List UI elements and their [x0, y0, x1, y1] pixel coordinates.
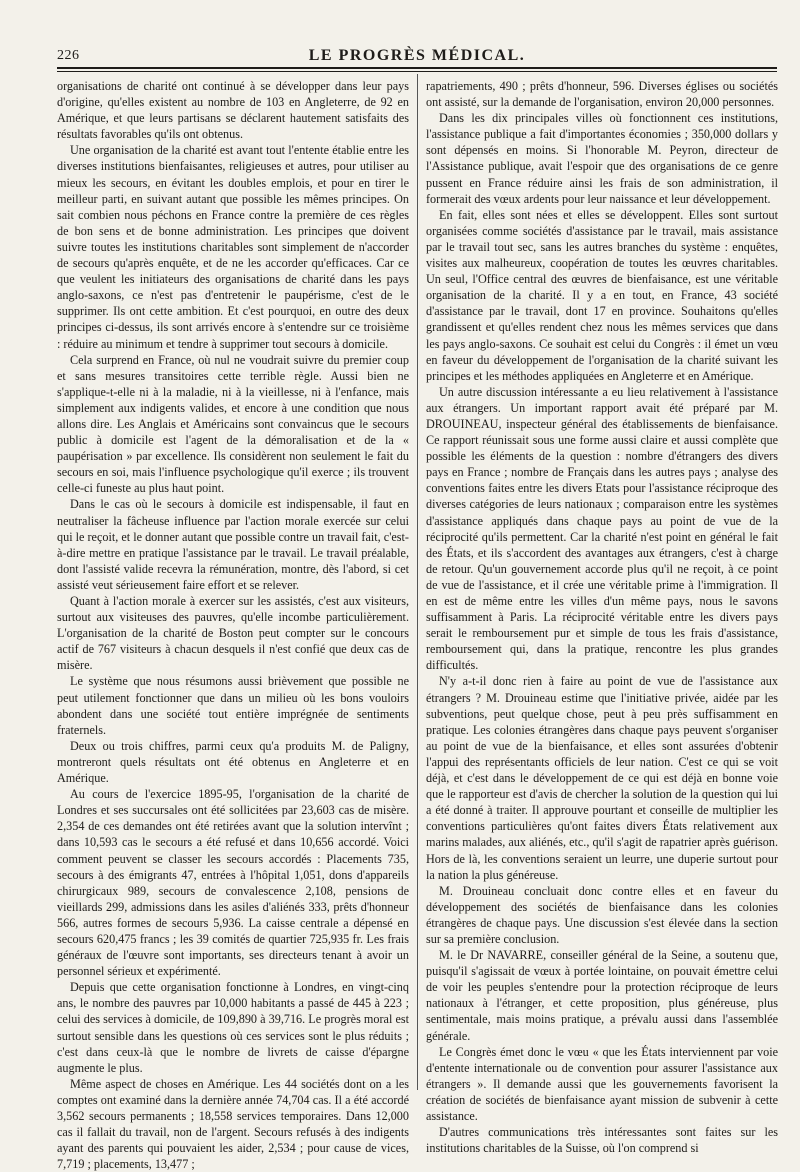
- paragraph: Quant à l'action morale à exercer sur les assistés, c'est aux visiteurs, surtout aux visiteuses des pauvres, qu'elle incombe particulièrement. L'organisation de la charité de Boston peut compter sur le concours actif de 767 visiteurs à chacun desquels il n'est confié que deux cas de misère.: [57, 594, 409, 673]
- paragraph: rapatriements, 490 ; prêts d'honneur, 596. Diverses églises ou sociétés ont assisté, sur la demande de l'organisation, environ 20,000 personnes.: [426, 79, 778, 110]
- column-divider: [417, 74, 418, 1090]
- left-column: [57, 78, 409, 1172]
- paragraph: Une organisation de la charité est avant tout l'entente établie entre les diverses institutions bienfaisantes, religieuses et autres, pour utiliser au mieux les secours, en évitant les doubles emplois, et pour en tirer le meilleur parti, en suivant autant que possible les mêmes principes. On sait combien nous péchons en France contre la première de ces règles de bon sens et de bonne administration. Les principes que doivent suivre toutes les institutions charitables sont simplement de n'accorder de secours qu'après enquête, et de ne les accorder qu'efficaces. Car ce que veulent les initiateurs des organisations de charité dans les pays anglo-saxons, ce n'est pas d'entretenir le paupérisme, c'est de le supprimer. Ils ont cette ambition. Et c'est pourquoi, en outre des deux principes ci-dessus, ils sont arrivés encore à s'entendre sur ce troisième : réduire au minimum et tendre à supprimer tout secours à domicile.: [57, 143, 409, 351]
- paragraph: organisations de charité ont continué à se développer dans leur pays d'origine, qu'elles existent au nombre de 103 en Angleterre, de 92 en Amérique, et que leurs partisans se déclarent hautement satisfaits des résultats favorables qu'ils ont obtenus.: [57, 79, 409, 142]
- paragraph: D'autres communications très intéressantes sont faites sur les institutions charitables de la Suisse, où l'on comprend si: [426, 1125, 778, 1156]
- paragraph: Un autre discussion intéressante a eu lieu relativement à l'assistance aux étrangers. Un important rapport avait été préparé par M. DROUINEAU, inspecteur général des établissements de bienfaisance. Ce rapport réunissait sous une forme aussi claire et aussi complète que possible les éléments de la question : nombre d'étrangers des divers pays en France ; nombre de Français dans les autres pays ; analyse des conventions faites entre les divers Etats pour l'assistance réciproque des diverses catégories de leurs nationaux ; comparaison entre les systèmes d'assistance appliqués dans chaque pays au point de vue de la réciprocité qu'ils permettent. Car la charité n'est point en général le fait des États, et ils s'accordent des avantages aux étrangers, c'est à charge de retour. Qu'un gouvernement accorde plus qu'il ne reçoit, à ce point de vue de l'assistance, et il crée une véritable prime à l'immigration. Il en est de même entre les villes d'un même pays, nous le savons suffisamment à Paris. La réciprocité véritable entre les divers pays serait le remboursement pur et simple de tous les frais d'assistance, remboursement qui, dans la pratique, rencontre les plus grandes difficultés.: [426, 384, 778, 673]
- paragraph: Dans les dix principales villes où fonctionnent ces institutions, l'assistance publique a fait d'importantes économies ; 350,000 dollars y sont dépensés en moins. Si l'honorable M. Peyron, directeur de l'Assistance publique, avait l'espoir que des organisations de ce genre pussent en France réduire ainsi les frais de son administration, il formerait des vœux ardents pour leur naissance et leur développement.: [426, 111, 778, 206]
- paragraph: Le système que nous résumons aussi brièvement que possible ne peut utilement fonctionner que dans un milieu où les bons vouloirs abondent dans une société tout entière imprégnée de sentiments fraternels.: [57, 674, 409, 737]
- paragraph: Dans le cas où le secours à domicile est indispensable, il faut en neutraliser la fâcheuse influence par l'action morale exercée sur celui qui le reçoit, et le donner autant que possible contre un travail fait, c'est-à-dire mettre en pratique l'assistance par le travail. Le travail préalable, dont l'assisté valide recevra la rémunération, montre, dès l'abord, si cet assisté veut sérieusement faire effort et se relever.: [57, 497, 409, 592]
- paragraph: M. le Dr NAVARRE, conseiller général de la Seine, a soutenu que, puisqu'il s'agissait de vœux à portée lointaine, on pouvait émettre celui de voir les peuples s'entendre pour la protection réciproque de leurs nationaux à l'étranger, et cette proposition, plus généreuse, plus sentimentale, mais moins pratique, a prévalu aussi dans l'assemblée générale.: [426, 948, 778, 1043]
- journal-title: LE PROGRÈS MÉDICAL.: [308, 47, 526, 64]
- paragraph: Le Congrès émet donc le vœu « que les États interviennent par voie d'entente internationale ou de convention pour assurer l'assistance aux étrangers ». Il demande aussi que les gouvernements favorisent la création de sociétés de bienfaisance ayant mission de subvenir à cette assistance.: [426, 1044, 778, 1123]
- header-rule-thick: [57, 67, 777, 69]
- paragraph: Au cours de l'exercice 1895-95, l'organisation de la charité de Londres et ses succursales ont été sollicitées par 23,603 cas de misère. 2,354 de ces demandes ont été retirées avant que la solution intervînt ; dans 10,593 cas le secours a été refusé et dans 10,656 accordé. Voici comment peuvent se classer les secours accordés : Placements 735, secours à des émigrants 47, entrées à l'hôpital 1,051, dons d'appareils chirurgicaux 989, secours de convalescence 2,108, pensions de vieillards 299, admissions dans les asiles d'aliénés 333, prêts d'honneur 566, autres formes de secours 5,936. La caisse centrale a dépensé en secours 620,475 francs ; les 39 comités de quartier 725,935 fr. Les frais généraux de l'œuvre sont importants, ses directeurs tenant à avoir un personnel sérieux et expérimenté.: [57, 787, 409, 979]
- paragraph: Cela surprend en France, où nul ne voudrait suivre du premier coup et sans mesures transitoires cette terrible règle. Aussi bien ne s'applique-t-elle ni à la maladie, ni à la vieillesse, ni à l'enfance, mais simplement aux indigents valides, et encore à une condition que nous allons dire. Les Anglais et Américains sont convaincus que le secours public à domicile est l'agent de la démoralisation et de la « paupérisation » par excellence. Ils considèrent non seulement le fait du secours en soi, mais l'influence psychologique qu'il exerce ; ils trouvent celle-ci funeste au plus haut point.: [57, 352, 409, 496]
- paragraph: Deux ou trois chiffres, parmi ceux qu'a produits M. de Paligny, montreront quels résultats ont été obtenus en Angleterre et en Amérique.: [57, 738, 409, 786]
- paragraph: En fait, elles sont nées et elles se développent. Elles sont surtout organisées comme sociétés d'assistance par le travail, mais assistance par le travail tout sec, sans les autres branches du système : enquêtes, visites aux malheureux, coopération de toutes les œuvres charitables. Un seul, l'Office central des œuvres de bienfaisance, est une véritable organisation de la charité. Il y a en tout, en France, 43 société d'assistance par le travail, dont 17 en province. Souhaitons qu'elles grandissent et qu'elles rendent chez nous les mêmes services que dans les pays anglo-saxons. Ce souhait est celui du Congrès : il émet un vœu en faveur du développement de l'organisation de la charité suivant les principes et les méthodes appliquées en Angleterre et en Amérique.: [426, 207, 778, 383]
- right-column: [426, 78, 778, 1156]
- paragraph: N'y a-t-il donc rien à faire au point de vue de l'assistance aux étrangers ? M. Drouineau estime que l'initiative privée, aidée par les subventions, peut quelque chose, peut à peu près suffisamment en pratique. Les colonies étrangères dans chaque pays peuvent s'organiser au point de vue de la bienfaisance, et elles sont assurées d'obtenir l'appui des représentants officiels de leur nation. C'est ce qui se voit déjà, et c'est dans le développement de ce qui est déjà en bonne voie que le rapporteur est d'avis de chercher la solution de la question qui lui a été donné à traiter. Il approuve pourtant et conseille de multiplier les conventions particulières qu'ont faites divers États relativement aux marins malades, aux aliénés, etc., qu'il s'agit de rapatrier après guérison. Hors de là, les conventions seraient un leurre, une duperie surtout pour la nation la plus généreuse.: [426, 674, 778, 882]
- header-rule-thin: [57, 71, 777, 72]
- paragraph: Depuis que cette organisation fonctionne à Londres, en vingt-cinq ans, le nombre des pauvres par 10,000 habitants a passé de 445 à 223 ; celui des services à domicile, de 109,890 à 39,716. Le progrès moral est surtout sensible dans les questions où ces services sont le plus réduits ; c'est dans ceux-là que le nombre de livrets de caisse d'épargne augmente le plus.: [57, 980, 409, 1075]
- page-header: [57, 46, 777, 66]
- paragraph: M. Drouineau concluait donc contre elles et en faveur du développement des sociétés de bienfaisance dans les colonies étrangères de chaque pays. Une discussion s'est élevée dans la section sur sa première conclusion.: [426, 883, 778, 946]
- paragraph: Même aspect de choses en Amérique. Les 44 sociétés dont on a les comptes ont examiné dans la dernière année 74,704 cas. Il a été accordé 3,562 secours permanents ; 18,558 services temporaires. Dans 12,000 cas il fallait du travail, non de l'argent. Secours refusés à des indigents ayant des parents qui pouvaient les aider, 2,534 ; pour cause de vices, 7,719 ; placements, 13,477 ;: [57, 1076, 409, 1172]
- page-number: 226: [57, 48, 80, 63]
